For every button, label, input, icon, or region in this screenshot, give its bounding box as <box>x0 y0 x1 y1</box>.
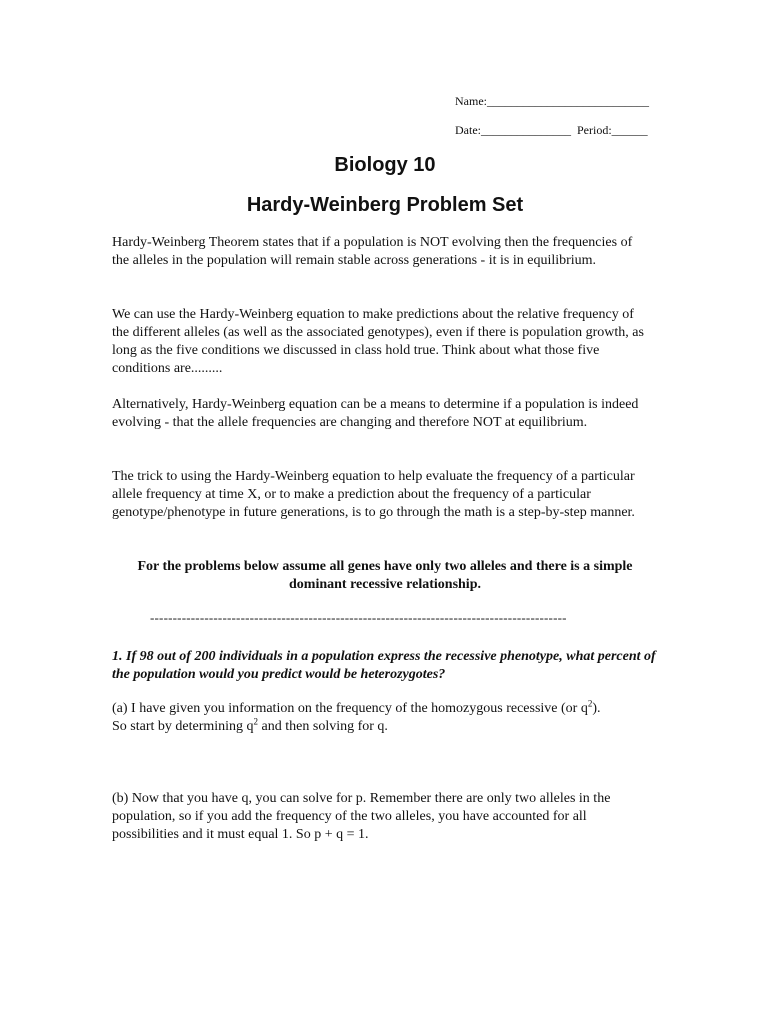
date-period-field[interactable]: Date:_______________ Period:______ <box>455 123 648 137</box>
intro-paragraph-evolving: Alternatively, Hardy-Weinberg equation can be a means to determine if a population is indeed evolving - that the allele frequencies are changing and therefore NOT at equilibrium. <box>112 397 639 430</box>
intro-paragraph-theorem: Hardy-Weinberg Theorem states that if a population is NOT evolving then the frequencies of the alleles in the population will remain stable across generations - it is in equilibrium. <box>112 235 633 268</box>
question-1-part-a <box>112 700 652 736</box>
intro-paragraph-predictions: We can use the Hardy-Weinberg equation to make predictions about the relative frequency of the different alleles (as well as the associated genotypes), even if there is population growth, as long as the five conditions we discussed in class hold true. Think about what those five conditions are......... <box>112 307 644 376</box>
part-a-text-4: and then solving for q. <box>258 719 388 734</box>
question-1-prompt: 1. If 98 out of 200 individuals in a population express the recessive phenotype, what percent of the population would you predict would be heterozygotes? <box>112 649 656 682</box>
part-a-text-2: ). <box>592 701 601 716</box>
intro-paragraph-trick: The trick to using the Hardy-Weinberg equation to help evaluate the frequency of a particular allele frequency at time X, or to make a prediction about the frequency of a particular genotype/phenotype in future generations, is to go through the math is a step-by-step manner. <box>112 469 635 520</box>
part-a-superscript-1: 2 <box>587 698 593 709</box>
name-field[interactable]: Name:___________________________ <box>455 94 649 108</box>
question-1-part-b: (b) Now that you have q, you can solve for p. Remember there are only two alleles in the population, so if you add the frequency of the two alleles, you have accounted for all possibilities and it must equal 1. So p + q = 1. <box>112 791 611 842</box>
course-title: Biology 10 <box>334 154 436 176</box>
part-a-superscript-2: 2 <box>253 716 259 727</box>
part-a-text-3: So start by determining q <box>112 719 254 734</box>
section-divider: -------------------------------------------------------------------------------------------- <box>150 610 567 625</box>
part-a-text-1: (a) I have given you information on the frequency of the homozygous recessive (or q <box>112 701 588 716</box>
problem-set-title: Hardy-Weinberg Problem Set <box>246 194 524 216</box>
assumption-statement: For the problems below assume all genes have only two alleles and there is a simple dominant recessive relationship. <box>137 559 633 592</box>
